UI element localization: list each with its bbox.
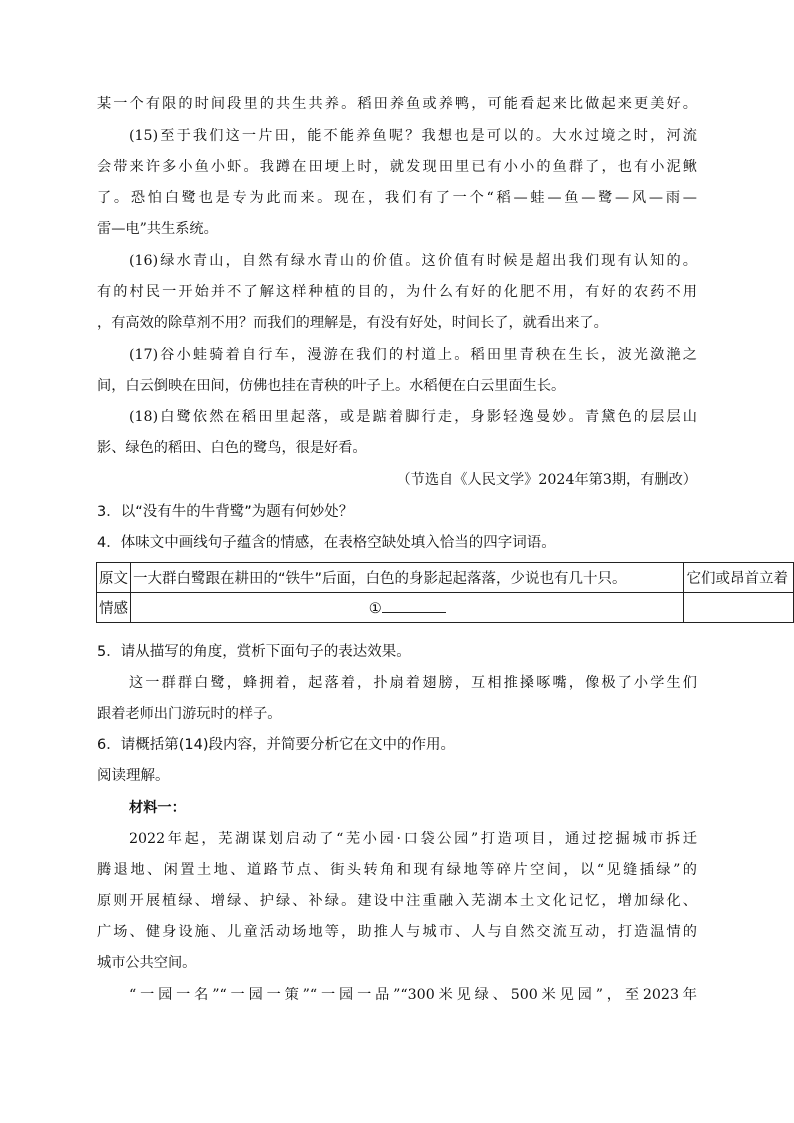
paragraph-18: (18)白鹭依然在稻田里起落，或是踮着脚行走，身影轻逸曼妙。青黛色的层层山 [129, 409, 697, 425]
material-title: 材料一： [129, 800, 186, 816]
table-row [97, 563, 794, 593]
paragraph-15: (15)至于我们这一片田，能不能养鱼呢？我想也是可以的。大水过境之时，河流 [129, 128, 697, 144]
source-citation: （节选自《人民文学》2024年第3期，有删改） [396, 472, 697, 488]
table-cell-original-text: 一大群白鹭跟在耕田的“铁牛”后面，白色的身影起起落落，少说也有几十只。 [131, 563, 684, 593]
material-line: 城市公共空间。 [97, 955, 197, 971]
material-line: 腾退地、闲置土地、道路节点、街头转角和现有绿地等碎片空间，以“见缝插绿”的 [97, 862, 697, 878]
fill-in-table [96, 562, 794, 623]
material-line: 原则开展植绿、增绿、护绿、补绿。建设中注重融入芜湖本土文化记忆，增加绿化、 [97, 893, 697, 909]
quoted-sentence: 这一群群白鹭，蜂拥着，起落着，扑扇着翅膀，互相推搡啄嘴，像极了小学生们 [129, 675, 697, 691]
answer-blank-cell[interactable] [131, 593, 684, 623]
passage-line: ，有高效的除草剂不用？而我们的理解是，有没有好处，时间长了，就看出来了。 [97, 315, 608, 331]
passage-line: 影、绿色的稻田、白色的鹭鸟，很是好看。 [97, 440, 367, 456]
passage-line: 某一个有限的时间段里的共生共养。稻田养鱼或养鸭，可能看起来比做起来更美好。 [97, 96, 697, 112]
question-3: 3．以“没有牛的牛背鹭”为题有何妙处？ [97, 504, 354, 520]
table-row [97, 593, 794, 623]
passage-line: 雷—电”共生系统。 [97, 221, 218, 237]
quoted-sentence: 跟着老师出门游玩时的样子。 [97, 706, 282, 722]
question-4: 4．体味文中画线句子蕴含的情感，在表格空缺处填入恰当的四字词语。 [97, 535, 556, 551]
paragraph-16: (16)绿水青山，自然有绿水青山的价值。这价值有时候是超出我们现有认知的。 [129, 253, 697, 269]
question-5: 5．请从描写的角度，赏析下面句子的表达效果。 [97, 644, 411, 660]
passage-line: 会带来许多小鱼小虾。我蹲在田埂上时，就发现田里已有小小的鱼群了，也有小泥鳅 [97, 159, 697, 175]
material-line: 广场、健身设施、儿童活动场地等，助推人与城市、人与自然交流互动，打造温情的 [97, 924, 697, 940]
passage-line: 有的村民一开始并不了解这样种植的目的，为什么有好的化肥不用，有好的农药不用 [97, 284, 697, 300]
paragraph-17: (17)谷小蛙骑着自行车，漫游在我们的村道上。稻田里青秧在生长，波光潋滟之 [129, 347, 697, 363]
table-cell-original-text-2: 它们或昂首立着 [684, 563, 794, 593]
table-cell-label: 情感 [97, 593, 131, 623]
material-paragraph-1: 2022年起，芜湖谋划启动了“芜小园·口袋公园”打造项目，通过挖掘城市拆迁 [129, 831, 697, 847]
table-cell-empty[interactable] [684, 593, 794, 623]
section-heading: 阅读理解。 [97, 768, 170, 784]
passage-line: 间，白云倒映在田间，仿佛也挂在青秧的叶子上。水稻便在白云里面生长。 [97, 378, 566, 394]
answer-blank-line[interactable] [382, 598, 446, 613]
material-paragraph-2: “一园一名”“一园一策”“一园一品”“300米见绿、500米见园”，至2023年 [129, 987, 697, 1003]
table-cell-label: 原文 [97, 563, 131, 593]
question-6: 6．请概括第(14)段内容，并简要分析它在文中的作用。 [97, 737, 455, 753]
blank-marker: ① [368, 601, 382, 617]
passage-line: 了。恐怕白鹭也是专为此而来。现在，我们有了一个“稻—蛙—鱼—鹭—风—雨— [97, 190, 697, 206]
